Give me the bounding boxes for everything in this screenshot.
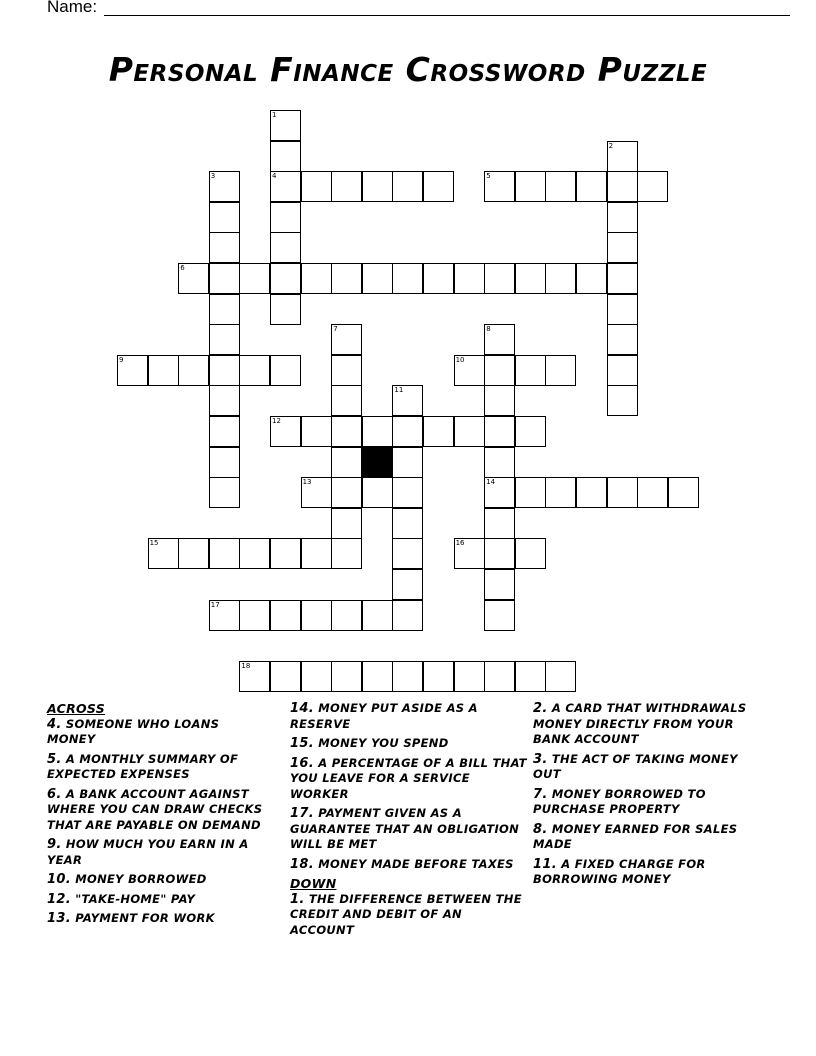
grid-cell[interactable] bbox=[454, 538, 485, 569]
clue-text: MONEY BORROWED bbox=[75, 872, 207, 886]
clues-column-3 bbox=[533, 701, 763, 892]
grid-cell[interactable] bbox=[515, 661, 546, 692]
name-underline bbox=[104, 15, 790, 16]
grid-cell[interactable] bbox=[301, 263, 332, 294]
grid-cell[interactable] bbox=[484, 324, 515, 355]
clue-text: THE ACT OF TAKING MONEY OUT bbox=[533, 751, 738, 781]
clue-across-10 bbox=[47, 872, 272, 888]
clue-number: 10 bbox=[455, 355, 465, 364]
grid-cell[interactable] bbox=[331, 416, 362, 447]
clue-text: MONEY YOU SPEND bbox=[318, 736, 449, 750]
grid-cell[interactable] bbox=[178, 355, 209, 386]
grid-cell[interactable] bbox=[392, 263, 423, 294]
clue-number: 14 bbox=[486, 478, 496, 487]
clue-number: 1. bbox=[290, 891, 305, 907]
clue-number: 6. bbox=[47, 786, 62, 802]
grid-cell[interactable] bbox=[209, 355, 240, 386]
page-title: Personal Finance Crossword Puzzle bbox=[108, 50, 708, 89]
grid-cell[interactable] bbox=[392, 538, 423, 569]
clue-across-18 bbox=[290, 857, 530, 873]
grid-cell[interactable] bbox=[454, 416, 485, 447]
grid-cell[interactable] bbox=[301, 600, 332, 631]
grid-cell[interactable] bbox=[454, 263, 485, 294]
grid-cell[interactable] bbox=[607, 477, 638, 508]
grid-cell[interactable] bbox=[423, 263, 454, 294]
clue-across-4 bbox=[47, 717, 272, 748]
grid-cell[interactable] bbox=[607, 294, 638, 325]
clue-text: A MONTHLY SUMMARY OF EXPECTED EXPENSES bbox=[47, 751, 239, 781]
grid-cell[interactable] bbox=[576, 171, 607, 202]
clue-number: 2 bbox=[608, 141, 614, 150]
clue-text: A FIXED CHARGE FOR BORROWING MONEY bbox=[533, 856, 706, 886]
grid-cell[interactable] bbox=[301, 171, 332, 202]
grid-cell[interactable] bbox=[178, 538, 209, 569]
grid-cell[interactable] bbox=[239, 600, 270, 631]
clue-text: A CARD THAT WITHDRAWALS MONEY DIRECTLY FROM YOUR BANK ACCOUNT bbox=[533, 701, 747, 746]
clue-number: 14. bbox=[290, 701, 314, 716]
clue-number: 13. bbox=[47, 911, 71, 926]
clue-text: MONEY PUT ASIDE AS A RESERVE bbox=[290, 701, 478, 731]
clue-number: 3. bbox=[533, 751, 548, 767]
grid-cell[interactable] bbox=[392, 477, 423, 508]
grid-cell[interactable] bbox=[362, 416, 393, 447]
grid-cell[interactable] bbox=[209, 263, 240, 294]
clue-heading: ACROSS bbox=[47, 701, 106, 716]
grid-cell[interactable] bbox=[392, 171, 423, 202]
grid-cell[interactable] bbox=[209, 171, 240, 202]
clue-number: 16. bbox=[290, 755, 314, 771]
grid-cell[interactable] bbox=[392, 385, 423, 416]
clue-text: HOW MUCH YOU EARN IN A YEAR bbox=[47, 837, 249, 867]
grid-cell[interactable] bbox=[637, 171, 668, 202]
grid-cell[interactable] bbox=[331, 385, 362, 416]
grid-cell[interactable] bbox=[362, 661, 393, 692]
clue-number: 12 bbox=[272, 417, 281, 425]
clue-number: 3 bbox=[210, 172, 216, 181]
grid-cell[interactable] bbox=[515, 416, 546, 447]
clue-number: 2. bbox=[533, 701, 548, 716]
grid-cell[interactable] bbox=[607, 355, 638, 386]
clue-across-16 bbox=[290, 756, 530, 803]
clue-text: THE DIFFERENCE BETWEEN THE CREDIT AND DEBIT OF AN ACCOUNT bbox=[290, 891, 522, 937]
grid-cell[interactable] bbox=[362, 477, 393, 508]
clue-across-15 bbox=[290, 736, 530, 752]
grid-cell[interactable] bbox=[209, 324, 240, 355]
grid-cell[interactable] bbox=[576, 477, 607, 508]
grid-cell[interactable] bbox=[607, 202, 638, 233]
clue-number: 5 bbox=[486, 172, 491, 181]
grid-cell[interactable] bbox=[484, 600, 515, 631]
grid-cell[interactable] bbox=[392, 600, 423, 631]
grid-cell[interactable] bbox=[515, 263, 546, 294]
grid-cell[interactable] bbox=[607, 324, 638, 355]
black-square bbox=[362, 447, 393, 478]
grid-cell[interactable] bbox=[423, 661, 454, 692]
grid-cell[interactable] bbox=[209, 385, 240, 416]
grid-cell[interactable] bbox=[209, 202, 240, 233]
grid-cell[interactable] bbox=[270, 416, 301, 447]
clue-across-9 bbox=[47, 837, 272, 868]
grid-cell[interactable] bbox=[392, 661, 423, 692]
grid-cell[interactable] bbox=[392, 447, 423, 478]
grid-cell[interactable] bbox=[423, 416, 454, 447]
clue-number: 1 bbox=[272, 111, 277, 119]
clue-text: PAYMENT GIVEN AS A GUARANTEE THAT AN OBLIGATION WILL BE MET bbox=[290, 806, 520, 851]
grid-cell[interactable] bbox=[331, 508, 362, 539]
grid-cell[interactable] bbox=[392, 508, 423, 539]
grid-cell[interactable] bbox=[270, 110, 301, 141]
grid-cell[interactable] bbox=[484, 171, 515, 202]
grid-cell[interactable] bbox=[331, 355, 362, 386]
grid-cell[interactable] bbox=[454, 355, 485, 386]
grid-cell[interactable] bbox=[515, 538, 546, 569]
grid-cell[interactable] bbox=[331, 324, 362, 355]
clue-across-5 bbox=[47, 752, 272, 783]
clues-column-1 bbox=[47, 701, 272, 931]
clue-text: MONEY EARNED FOR SALES MADE bbox=[533, 821, 738, 851]
grid-cell[interactable] bbox=[515, 477, 546, 508]
grid-cell[interactable] bbox=[148, 355, 179, 386]
grid-cell[interactable] bbox=[270, 661, 301, 692]
grid-cell[interactable] bbox=[331, 661, 362, 692]
grid-cell[interactable] bbox=[239, 538, 270, 569]
grid-cell[interactable] bbox=[209, 447, 240, 478]
grid-cell[interactable] bbox=[117, 355, 148, 386]
clue-across-12 bbox=[47, 892, 272, 908]
grid-cell[interactable] bbox=[515, 355, 546, 386]
grid-cell[interactable] bbox=[301, 538, 332, 569]
grid-cell[interactable] bbox=[484, 538, 515, 569]
grid-cell[interactable] bbox=[209, 416, 240, 447]
clue-number: 5. bbox=[47, 751, 62, 767]
clue-number: 11. bbox=[533, 856, 557, 872]
grid-cell[interactable] bbox=[270, 294, 301, 325]
grid-cell[interactable] bbox=[362, 600, 393, 631]
clue-number: 11 bbox=[394, 386, 404, 395]
clue-number: 17. bbox=[290, 806, 314, 821]
grid-cell[interactable] bbox=[301, 477, 332, 508]
grid-cell[interactable] bbox=[362, 263, 393, 294]
clue-down-7 bbox=[533, 787, 763, 818]
grid-cell[interactable] bbox=[270, 171, 301, 202]
grid-cell[interactable] bbox=[270, 538, 301, 569]
clue-text: A BANK ACCOUNT AGAINST WHERE YOU CAN DRAW CHECKS THAT ARE PAYABLE ON DEMAND bbox=[47, 786, 263, 832]
grid-cell[interactable] bbox=[607, 141, 638, 172]
grid-cell[interactable] bbox=[545, 263, 576, 294]
grid-cell[interactable] bbox=[484, 477, 515, 508]
clue-number: 15 bbox=[149, 539, 159, 548]
clue-text: "TAKE-HOME" PAY bbox=[75, 891, 196, 906]
clue-number: 10. bbox=[47, 872, 71, 887]
grid-cell[interactable] bbox=[484, 508, 515, 539]
clue-down-11 bbox=[533, 857, 763, 888]
clue-number: 13 bbox=[302, 478, 312, 487]
clue-number: 16 bbox=[455, 539, 465, 548]
grid-cell[interactable] bbox=[484, 447, 515, 478]
clue-number: 8. bbox=[533, 821, 548, 837]
grid-cell[interactable] bbox=[607, 263, 638, 294]
grid-cell[interactable] bbox=[270, 263, 301, 294]
grid-cell[interactable] bbox=[239, 661, 270, 692]
clue-number: 12. bbox=[47, 891, 71, 907]
clue-number: 18 bbox=[241, 661, 251, 670]
grid-cell[interactable] bbox=[484, 661, 515, 692]
name-field[interactable] bbox=[47, 0, 97, 17]
clue-across-17 bbox=[290, 806, 530, 853]
grid-cell[interactable] bbox=[270, 141, 301, 172]
clue-heading: DOWN bbox=[290, 876, 337, 891]
grid-cell[interactable] bbox=[209, 477, 240, 508]
grid-cell[interactable] bbox=[331, 263, 362, 294]
grid-cell[interactable] bbox=[270, 202, 301, 233]
clue-text: SOMEONE WHO LOANS MONEY bbox=[47, 716, 220, 746]
grid-cell[interactable] bbox=[209, 538, 240, 569]
grid-cell[interactable] bbox=[270, 600, 301, 631]
grid-cell[interactable] bbox=[484, 416, 515, 447]
grid-cell[interactable] bbox=[392, 569, 423, 600]
grid-cell[interactable] bbox=[607, 171, 638, 202]
grid-cell[interactable] bbox=[270, 232, 301, 263]
clue-text: MONEY BORROWED TO PURCHASE PROPERTY bbox=[533, 786, 706, 816]
clue-text: MONEY MADE BEFORE TAXES bbox=[318, 856, 514, 871]
grid-cell[interactable] bbox=[545, 477, 576, 508]
clue-number: 4. bbox=[47, 716, 62, 732]
grid-cell[interactable] bbox=[239, 263, 270, 294]
clues-column-2 bbox=[290, 701, 530, 942]
grid-cell[interactable] bbox=[545, 661, 576, 692]
grid-cell[interactable] bbox=[545, 171, 576, 202]
name-label: Name: bbox=[47, 0, 98, 16]
grid-cell[interactable] bbox=[484, 355, 515, 386]
clue-across-14 bbox=[290, 701, 530, 732]
grid-cell[interactable] bbox=[331, 600, 362, 631]
clue-number: 6 bbox=[180, 264, 185, 272]
grid-cell[interactable] bbox=[301, 661, 332, 692]
clue-across-6 bbox=[47, 787, 272, 834]
grid-cell[interactable] bbox=[362, 171, 393, 202]
grid-cell[interactable] bbox=[331, 447, 362, 478]
clue-number: 15. bbox=[290, 736, 314, 751]
grid-cell[interactable] bbox=[484, 385, 515, 416]
clue-text: PAYMENT FOR WORK bbox=[75, 911, 215, 925]
clue-number: 7 bbox=[333, 325, 338, 334]
clue-text: A PERCENTAGE OF A BILL THAT YOU LEAVE FOR A SERVICE WORKER bbox=[290, 755, 527, 801]
clue-down-3 bbox=[533, 752, 763, 783]
grid-cell[interactable] bbox=[515, 171, 546, 202]
clue-number: 4 bbox=[272, 172, 277, 181]
grid-cell[interactable] bbox=[668, 477, 699, 508]
grid-cell[interactable] bbox=[331, 477, 362, 508]
grid-cell[interactable] bbox=[637, 477, 668, 508]
clue-number: 9 bbox=[119, 355, 124, 364]
grid-cell[interactable] bbox=[545, 355, 576, 386]
grid-cell[interactable] bbox=[331, 171, 362, 202]
grid-cell[interactable] bbox=[239, 355, 270, 386]
grid-cell[interactable] bbox=[607, 385, 638, 416]
clue-number: 17 bbox=[210, 600, 220, 609]
clue-number: 18. bbox=[290, 856, 314, 872]
clue-across-13 bbox=[47, 911, 272, 927]
clue-number: 9. bbox=[47, 837, 62, 852]
grid-cell[interactable] bbox=[454, 661, 485, 692]
grid-cell[interactable] bbox=[148, 538, 179, 569]
clue-number: 7. bbox=[533, 786, 548, 802]
clue-down-1 bbox=[290, 892, 530, 939]
clue-number: 8 bbox=[486, 325, 491, 334]
grid-cell[interactable] bbox=[270, 355, 301, 386]
grid-cell[interactable] bbox=[209, 232, 240, 263]
grid-cell[interactable] bbox=[178, 263, 209, 294]
grid-cell[interactable] bbox=[209, 600, 240, 631]
grid-cell[interactable] bbox=[484, 569, 515, 600]
grid-cell[interactable] bbox=[423, 171, 454, 202]
grid-cell[interactable] bbox=[576, 263, 607, 294]
grid-cell[interactable] bbox=[392, 416, 423, 447]
grid-cell[interactable] bbox=[607, 232, 638, 263]
grid-cell[interactable] bbox=[331, 538, 362, 569]
grid-cell[interactable] bbox=[484, 263, 515, 294]
clue-down-8 bbox=[533, 822, 763, 853]
grid-cell[interactable] bbox=[209, 294, 240, 325]
clue-down-2 bbox=[533, 701, 763, 748]
grid-cell[interactable] bbox=[301, 416, 332, 447]
